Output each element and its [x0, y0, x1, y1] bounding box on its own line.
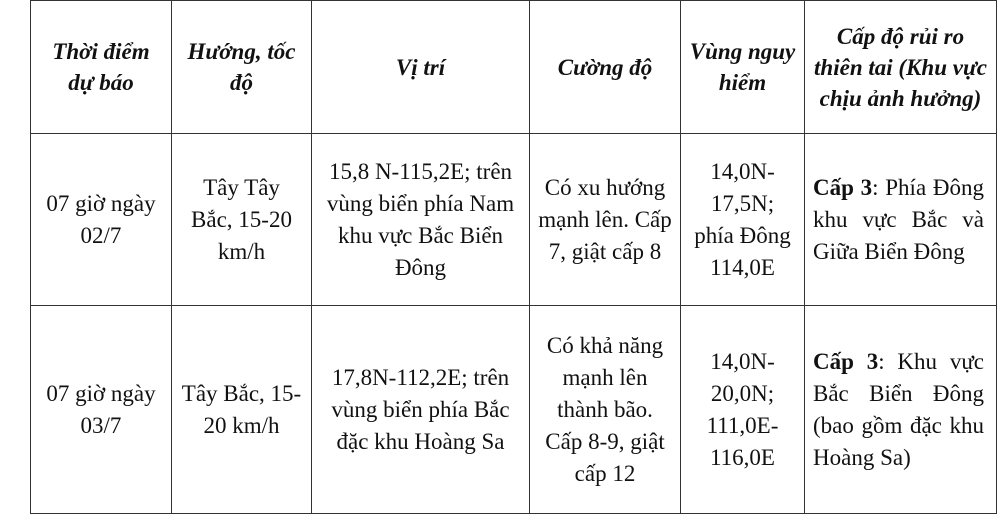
cell-position: 17,8N-112,2E; trên vùng biển phía Bắc đặc khu Hoàng Sa	[312, 306, 530, 514]
header-danger-zone: Vùng nguy hiểm	[681, 1, 805, 134]
header-intensity: Cường độ	[530, 1, 681, 134]
cell-danger-zone: 14,0N-17,5N; phía Đông 114,0E	[681, 134, 805, 306]
cell-direction-speed: Tây Bắc, 15-20 km/h	[172, 306, 312, 514]
cell-danger-zone: 14,0N-20,0N; 111,0E-116,0E	[681, 306, 805, 514]
header-risk-level: Cấp độ rủi ro thiên tai (Khu vực chịu ảnh hưởng)	[805, 1, 997, 134]
risk-separator: :	[878, 348, 898, 374]
header-direction-speed: Hướng, tốc độ	[172, 1, 312, 134]
risk-separator: :	[872, 174, 886, 200]
cell-position: 15,8 N-115,2E; trên vùng biển phía Nam khu vực Bắc Biển Đông	[312, 134, 530, 306]
risk-area-text: Khu vực Bắc Biển Đông (bao gồm đặc khu Hoàng Sa)	[813, 348, 985, 470]
cell-direction-speed: Tây Tây Bắc, 15-20 km/h	[172, 134, 312, 306]
cell-risk	[805, 134, 997, 306]
forecast-table	[30, 0, 997, 514]
header-position: Vị trí	[312, 1, 530, 134]
risk-area-text: Phía Đông khu vực Bắc và Giữa Biển Đông	[813, 174, 984, 264]
cell-forecast-time: 07 giờ ngày 02/7	[31, 134, 172, 306]
table-row	[31, 134, 997, 306]
header-forecast-time: Thời điểm dự báo	[31, 1, 172, 134]
cell-forecast-time: 07 giờ ngày 03/7	[31, 306, 172, 514]
cell-risk	[805, 306, 997, 514]
risk-level-label: Cấp 3	[813, 348, 879, 374]
cell-intensity: Có khả năng mạnh lên thành bão. Cấp 8-9, giật cấp 12	[530, 306, 681, 514]
header-row	[31, 1, 997, 134]
table-row	[31, 306, 997, 514]
cell-intensity: Có xu hướng mạnh lên. Cấp 7, giật cấp 8	[530, 134, 681, 306]
risk-level-label: Cấp 3	[813, 174, 873, 200]
